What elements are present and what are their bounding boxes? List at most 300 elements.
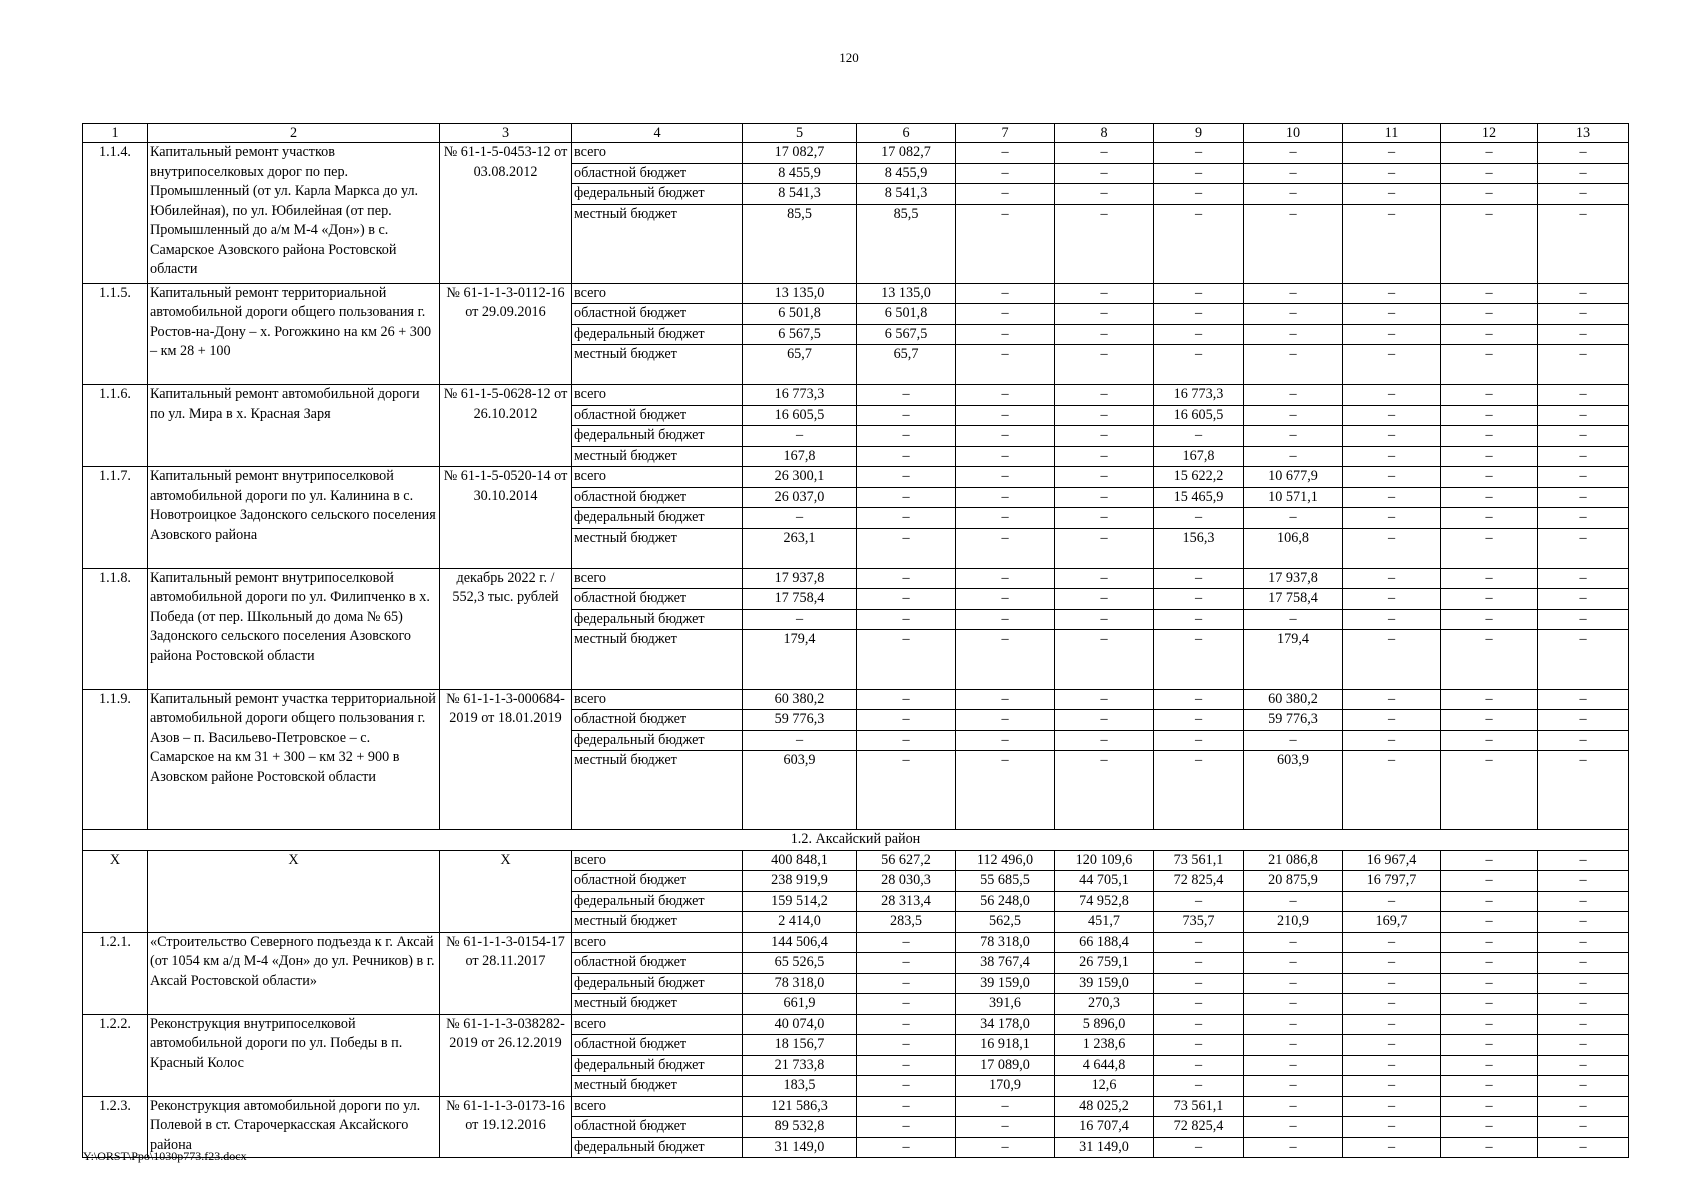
value-cell: – [857,689,956,710]
item-number: 1.1.9. [83,689,148,830]
value-cell: – [1441,994,1538,1015]
value-cell: – [956,508,1055,529]
funding-source: областной бюджет [572,953,743,974]
value-cell: 17 089,0 [956,1055,1055,1076]
funding-source: федеральный бюджет [572,184,743,205]
value-cell: – [1538,184,1629,205]
value-cell: – [1055,630,1154,690]
value-cell: 603,9 [743,751,857,830]
value-cell: 8 455,9 [743,163,857,184]
item-name: X [148,850,440,932]
value-cell: – [956,204,1055,283]
value-cell: 39 159,0 [1055,973,1154,994]
value-cell: – [1538,891,1629,912]
value-cell: – [1343,184,1441,205]
value-cell: – [1055,568,1154,589]
value-cell: – [1441,446,1538,467]
item-document: № 61-1-1-3-0173-16 от 19.12.2016 [440,1096,572,1158]
value-cell: – [1441,630,1538,690]
value-cell: – [857,467,956,488]
value-cell: 65,7 [857,345,956,385]
value-cell: 10 571,1 [1244,487,1343,508]
value-cell: 8 455,9 [857,163,956,184]
value-cell: 159 514,2 [743,891,857,912]
value-cell: 16 605,5 [1154,405,1244,426]
value-cell: – [1244,283,1343,304]
item-document: № 61-1-1-3-038282-2019 от 26.12.2019 [440,1014,572,1096]
value-cell: – [1343,1035,1441,1056]
value-cell: – [857,426,956,447]
value-cell: – [1244,953,1343,974]
value-cell: – [1055,283,1154,304]
value-cell: – [857,751,956,830]
funding-source: областной бюджет [572,304,743,325]
value-cell: 40 074,0 [743,1014,857,1035]
value-cell: – [857,385,956,406]
item-document: № 61-1-5-0628-12 от 26.10.2012 [440,385,572,467]
funding-source: областной бюджет [572,710,743,731]
column-header: 1 [83,124,148,143]
value-cell: – [1441,1014,1538,1035]
value-cell: – [1538,912,1629,933]
value-cell: – [956,689,1055,710]
value-cell: – [857,446,956,467]
value-cell: 603,9 [1244,751,1343,830]
value-cell: – [1154,710,1244,731]
value-cell: 263,1 [743,528,857,568]
value-cell: 85,5 [857,204,956,283]
item-number: 1.2.1. [83,932,148,1014]
value-cell: – [1154,589,1244,610]
column-header: 12 [1441,124,1538,143]
value-cell: 59 776,3 [743,710,857,731]
value-cell: – [1441,850,1538,871]
funding-source: областной бюджет [572,589,743,610]
value-cell: – [1441,1096,1538,1117]
value-cell: 56 248,0 [956,891,1055,912]
value-cell: – [1244,345,1343,385]
value-cell: – [956,1096,1055,1117]
value-cell: 15 622,2 [1154,467,1244,488]
value-cell: 15 465,9 [1154,487,1244,508]
value-cell: – [1343,710,1441,731]
value-cell: – [956,730,1055,751]
value-cell: 34 178,0 [956,1014,1055,1035]
value-cell: – [1343,283,1441,304]
value-cell: – [1538,630,1629,690]
value-cell: 17 082,7 [857,143,956,164]
value-cell: – [1244,609,1343,630]
value-cell: 1 238,6 [1055,1035,1154,1056]
value-cell: – [1343,730,1441,751]
table-row [83,568,1629,589]
value-cell: – [1538,143,1629,164]
value-cell: – [1244,1055,1343,1076]
value-cell: 5 896,0 [1055,1014,1154,1035]
value-cell: 55 685,5 [956,871,1055,892]
value-cell: 16 773,3 [1154,385,1244,406]
value-cell: – [1538,163,1629,184]
value-cell: – [1244,426,1343,447]
value-cell: – [1154,426,1244,447]
value-cell: 78 318,0 [743,973,857,994]
value-cell: – [1244,932,1343,953]
value-cell: – [1538,304,1629,325]
value-cell: 16 773,3 [743,385,857,406]
value-cell: – [1055,609,1154,630]
value-cell: – [1343,446,1441,467]
value-cell: – [1244,446,1343,467]
value-cell: – [1343,1137,1441,1158]
funding-source: местный бюджет [572,204,743,283]
value-cell: – [857,528,956,568]
value-cell: – [857,568,956,589]
column-header: 11 [1343,124,1441,143]
table-row [83,850,1629,871]
value-cell: – [1538,1117,1629,1138]
value-cell: – [1154,204,1244,283]
funding-source: местный бюджет [572,446,743,467]
value-cell: 39 159,0 [956,973,1055,994]
value-cell: 59 776,3 [1244,710,1343,731]
value-cell: – [956,345,1055,385]
value-cell: 8 541,3 [743,184,857,205]
funding-source: федеральный бюджет [572,609,743,630]
value-cell: – [956,385,1055,406]
value-cell: – [1343,467,1441,488]
value-cell: – [956,467,1055,488]
value-cell: 17 937,8 [743,568,857,589]
value-cell: 16 918,1 [956,1035,1055,1056]
value-cell: – [1244,994,1343,1015]
value-cell: 16 797,7 [1343,871,1441,892]
value-cell: – [1154,508,1244,529]
value-cell: 6 567,5 [743,324,857,345]
value-cell: – [1441,609,1538,630]
budget-table [82,123,1629,1158]
value-cell: – [1244,163,1343,184]
value-cell: – [1343,528,1441,568]
value-cell: – [857,589,956,610]
value-cell: 60 380,2 [743,689,857,710]
value-cell: – [857,994,956,1015]
column-header: 8 [1055,124,1154,143]
value-cell: – [1538,932,1629,953]
value-cell: 18 156,7 [743,1035,857,1056]
table-row [83,1096,1629,1117]
value-cell: – [1244,405,1343,426]
column-header-row [83,124,1629,143]
value-cell: – [1441,871,1538,892]
value-cell: 13 135,0 [857,283,956,304]
value-cell: – [1154,283,1244,304]
funding-source: федеральный бюджет [572,730,743,751]
item-number: 1.1.4. [83,143,148,284]
value-cell: 65,7 [743,345,857,385]
value-cell: – [857,1137,956,1158]
value-cell: – [1055,184,1154,205]
value-cell: – [1055,385,1154,406]
value-cell: – [1055,751,1154,830]
value-cell: – [1343,1014,1441,1035]
value-cell: – [743,508,857,529]
value-cell: – [956,1117,1055,1138]
value-cell: – [1055,487,1154,508]
value-cell: – [857,630,956,690]
value-cell: 20 875,9 [1244,871,1343,892]
value-cell: – [1538,324,1629,345]
value-cell: – [1538,1096,1629,1117]
value-cell: – [1343,630,1441,690]
value-cell: – [1055,163,1154,184]
value-cell: – [1343,487,1441,508]
value-cell: – [1244,891,1343,912]
item-number: 1.2.2. [83,1014,148,1096]
item-document: № 61-1-5-0520-14 от 30.10.2014 [440,467,572,569]
value-cell: – [1538,446,1629,467]
funding-source: федеральный бюджет [572,891,743,912]
value-cell: – [1538,508,1629,529]
value-cell: – [1244,1035,1343,1056]
value-cell: – [956,1137,1055,1158]
value-cell: – [956,630,1055,690]
value-cell: – [1441,487,1538,508]
value-cell: – [1244,730,1343,751]
value-cell: 28 313,4 [857,891,956,912]
value-cell: 21 733,8 [743,1055,857,1076]
value-cell: – [1154,953,1244,974]
value-cell: – [1154,891,1244,912]
value-cell: – [1538,973,1629,994]
value-cell: – [1538,1014,1629,1035]
value-cell: – [956,609,1055,630]
value-cell: – [1343,1055,1441,1076]
value-cell: – [1154,609,1244,630]
value-cell: 21 086,8 [1244,850,1343,871]
file-path-footer: Y:\ORST\Ppo\1030p773.f23.docx [83,1149,247,1163]
value-cell: – [1538,730,1629,751]
value-cell: – [1441,973,1538,994]
item-name: Капитальный ремонт участка территориальной автомобильной дороги общего пользования г. Азов – п. Васильево-Петровское – с. Самарское на км 31 + 300 – км 32 + 900 в Азовском районе Ростовской области [148,689,440,830]
value-cell: – [956,163,1055,184]
column-header: 3 [440,124,572,143]
value-cell: – [1441,508,1538,529]
funding-source: федеральный бюджет [572,508,743,529]
value-cell: – [1441,730,1538,751]
value-cell: – [956,426,1055,447]
value-cell: – [1154,730,1244,751]
value-cell: – [1343,1076,1441,1097]
value-cell: – [1154,568,1244,589]
value-cell: 72 825,4 [1154,871,1244,892]
value-cell: – [857,932,956,953]
value-cell: 167,8 [1154,446,1244,467]
funding-source: всего [572,689,743,710]
value-cell: 89 532,8 [743,1117,857,1138]
value-cell: – [1538,609,1629,630]
value-cell: – [1154,994,1244,1015]
value-cell: – [1538,1035,1629,1056]
item-number: 1.1.6. [83,385,148,467]
funding-source: федеральный бюджет [572,324,743,345]
value-cell: 451,7 [1055,912,1154,933]
column-header: 6 [857,124,956,143]
value-cell: – [1538,467,1629,488]
value-cell: – [1055,689,1154,710]
value-cell: – [1441,324,1538,345]
value-cell: – [1538,953,1629,974]
funding-source: всего [572,385,743,406]
value-cell: 73 561,1 [1154,1096,1244,1117]
value-cell: – [857,1014,956,1035]
item-number: X [83,850,148,932]
value-cell: – [956,710,1055,731]
funding-source: местный бюджет [572,994,743,1015]
value-cell: 17 758,4 [1244,589,1343,610]
value-cell: – [1244,324,1343,345]
value-cell: 120 109,6 [1055,850,1154,871]
value-cell: – [956,283,1055,304]
value-cell: – [1154,184,1244,205]
funding-source: областной бюджет [572,163,743,184]
column-header: 5 [743,124,857,143]
value-cell: – [1154,304,1244,325]
value-cell: 238 919,9 [743,871,857,892]
column-header: 7 [956,124,1055,143]
value-cell: – [1055,730,1154,751]
item-name: Реконструкция внутрипоселковой автомобильной дороги по ул. Победы в п. Красный Колос [148,1014,440,1096]
value-cell: – [1441,304,1538,325]
value-cell: 4 644,8 [1055,1055,1154,1076]
value-cell: 283,5 [857,912,956,933]
value-cell: – [1538,1076,1629,1097]
value-cell: 270,3 [1055,994,1154,1015]
value-cell: – [956,143,1055,164]
value-cell: – [1441,283,1538,304]
value-cell: 17 082,7 [743,143,857,164]
value-cell: – [1441,568,1538,589]
value-cell: – [1154,163,1244,184]
item-number: 1.1.7. [83,467,148,569]
value-cell: 6 501,8 [857,304,956,325]
value-cell: 179,4 [1244,630,1343,690]
value-cell: – [1244,1117,1343,1138]
value-cell: – [1343,953,1441,974]
value-cell: 167,8 [743,446,857,467]
value-cell: – [857,1117,956,1138]
value-cell: 73 561,1 [1154,850,1244,871]
value-cell: – [857,1076,956,1097]
value-cell: – [1538,405,1629,426]
value-cell: – [1441,163,1538,184]
value-cell: – [1441,467,1538,488]
value-cell: 78 318,0 [956,932,1055,953]
value-cell: – [1154,1076,1244,1097]
value-cell: 44 705,1 [1055,871,1154,892]
column-header: 2 [148,124,440,143]
value-cell: 74 952,8 [1055,891,1154,912]
value-cell: – [743,730,857,751]
value-cell: – [1538,528,1629,568]
value-cell: 17 758,4 [743,589,857,610]
value-cell: – [1441,912,1538,933]
value-cell: – [1244,184,1343,205]
funding-source: областной бюджет [572,871,743,892]
value-cell: – [1441,143,1538,164]
funding-source: местный бюджет [572,912,743,933]
value-cell: – [857,710,956,731]
value-cell: – [956,446,1055,467]
value-cell: – [1244,1137,1343,1158]
value-cell: – [1343,689,1441,710]
value-cell: – [1441,953,1538,974]
funding-source: областной бюджет [572,405,743,426]
value-cell: 65 526,5 [743,953,857,974]
value-cell: – [857,405,956,426]
value-cell: – [857,508,956,529]
item-name: Капитальный ремонт территориальной автомобильной дороги общего пользования г. Ростов-на-Дону – х. Рогожкино на км 26 + 300 – км 28 + 100 [148,283,440,385]
value-cell: – [1441,1117,1538,1138]
value-cell: – [1441,589,1538,610]
value-cell: – [857,1035,956,1056]
page-number: 120 [839,50,859,65]
value-cell: – [1343,385,1441,406]
value-cell: – [1055,508,1154,529]
value-cell: – [1441,689,1538,710]
value-cell: – [1055,304,1154,325]
value-cell: 169,7 [1343,912,1441,933]
table-row [83,467,1629,488]
column-header: 9 [1154,124,1244,143]
value-cell: – [1538,385,1629,406]
value-cell: 156,3 [1154,528,1244,568]
value-cell: – [1538,283,1629,304]
value-cell: – [1055,528,1154,568]
value-cell: – [857,1096,956,1117]
value-cell: – [1538,426,1629,447]
value-cell: – [956,568,1055,589]
value-cell: – [1244,1014,1343,1035]
item-document: X [440,850,572,932]
value-cell: – [1154,751,1244,830]
value-cell: 562,5 [956,912,1055,933]
funding-source: местный бюджет [572,345,743,385]
value-cell: – [1343,426,1441,447]
value-cell: 144 506,4 [743,932,857,953]
value-cell: – [1154,143,1244,164]
value-cell: – [857,730,956,751]
value-cell: – [857,487,956,508]
item-document: декабрь 2022 г. / 552,3 тыс. рублей [440,568,572,689]
value-cell: – [743,426,857,447]
value-cell: – [1538,994,1629,1015]
value-cell: – [1441,751,1538,830]
value-cell: – [1055,405,1154,426]
value-cell: 60 380,2 [1244,689,1343,710]
value-cell: – [1343,324,1441,345]
value-cell: – [1343,568,1441,589]
item-name: «Строительство Северного подъезда к г. Аксай (от 1054 км а/д М-4 «Дон» до ул. Речников) в г. Аксай Ростовской области» [148,932,440,1014]
value-cell: – [857,953,956,974]
value-cell: – [1154,324,1244,345]
value-cell: – [1441,345,1538,385]
value-cell: – [956,184,1055,205]
table-row [83,283,1629,304]
value-cell: – [1538,850,1629,871]
value-cell: – [1343,932,1441,953]
value-cell: – [1441,710,1538,731]
value-cell: 6 567,5 [857,324,956,345]
